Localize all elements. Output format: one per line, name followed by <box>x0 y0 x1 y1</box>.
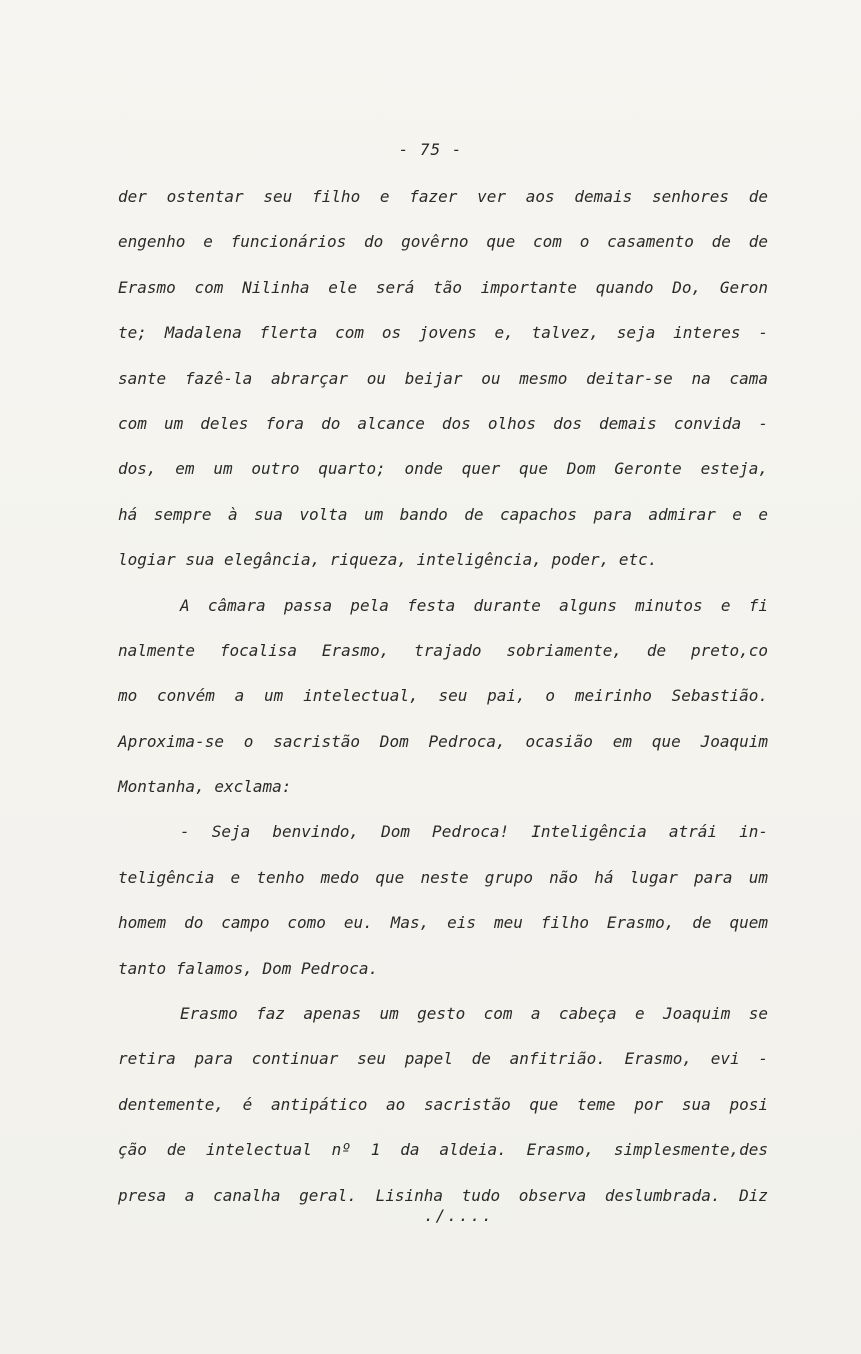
text-line: mo convém a um intelectual, seu pai, o meirinho Sebastião. <box>118 686 768 706</box>
text-line: tanto falamos, Dom Pedroca. <box>118 958 379 978</box>
text-line: homem do campo como eu. Mas, eis meu filho Erasmo, de quem <box>118 913 768 933</box>
text-line: dos, em um outro quarto; onde quer que Dom Geronte esteja, <box>118 459 768 479</box>
text-line: sante fazê-la abrarçar ou beijar ou mesmo deitar-se na cama <box>118 368 768 388</box>
text-line: der ostentar seu filho e fazer ver aos demais senhores de <box>118 187 768 206</box>
text-line: nalmente focalisa Erasmo, trajado sobriamente, de preto,co <box>118 640 768 660</box>
text-line: Erasmo faz apenas um gesto com a cabeça e Joaquim se <box>180 1004 768 1024</box>
body-text <box>118 174 768 1218</box>
text-line: A câmara passa pela festa durante alguns minutos e fi <box>180 595 768 615</box>
text-line: Montanha, exclama: <box>118 777 292 797</box>
text-line: - Seja benvindo, Dom Pedroca! Inteligência atrái in- <box>180 822 768 842</box>
text-line: logiar sua elegância, riqueza, inteligência, poder, etc. <box>118 550 658 570</box>
page-number: - 75 - <box>398 140 463 159</box>
text-line: retira para continuar seu papel de anfitrião. Erasmo, evi - <box>118 1049 768 1069</box>
text-line: com um deles fora do alcance dos olhos dos demais convida - <box>118 413 768 433</box>
text-line: ção de intelectual nº 1 da aldeia. Erasmo, simplesmente,des <box>118 1140 768 1160</box>
continuation-mark: ./.... <box>424 1206 494 1225</box>
text-line: há sempre à sua volta um bando de capachos para admirar e e <box>118 504 768 524</box>
text-line: engenho e funcionários do govêrno que com o casamento de de <box>118 232 768 252</box>
text-line: presa a canalha geral. Lisinha tudo observa deslumbrada. Diz <box>118 1185 768 1205</box>
text-line: Erasmo com Nilinha ele será tão importante quando Do, Geron <box>118 277 768 297</box>
text-line: teligência e tenho medo que neste grupo não há lugar para um <box>118 867 768 887</box>
text-line: te; Madalena flerta com os jovens e, talvez, seja interes - <box>118 323 768 343</box>
text-line: Aproxima-se o sacristão Dom Pedroca, ocasião em que Joaquim <box>118 731 768 751</box>
text-line: dentemente, é antipático ao sacristão que teme por sua posi <box>118 1094 768 1114</box>
